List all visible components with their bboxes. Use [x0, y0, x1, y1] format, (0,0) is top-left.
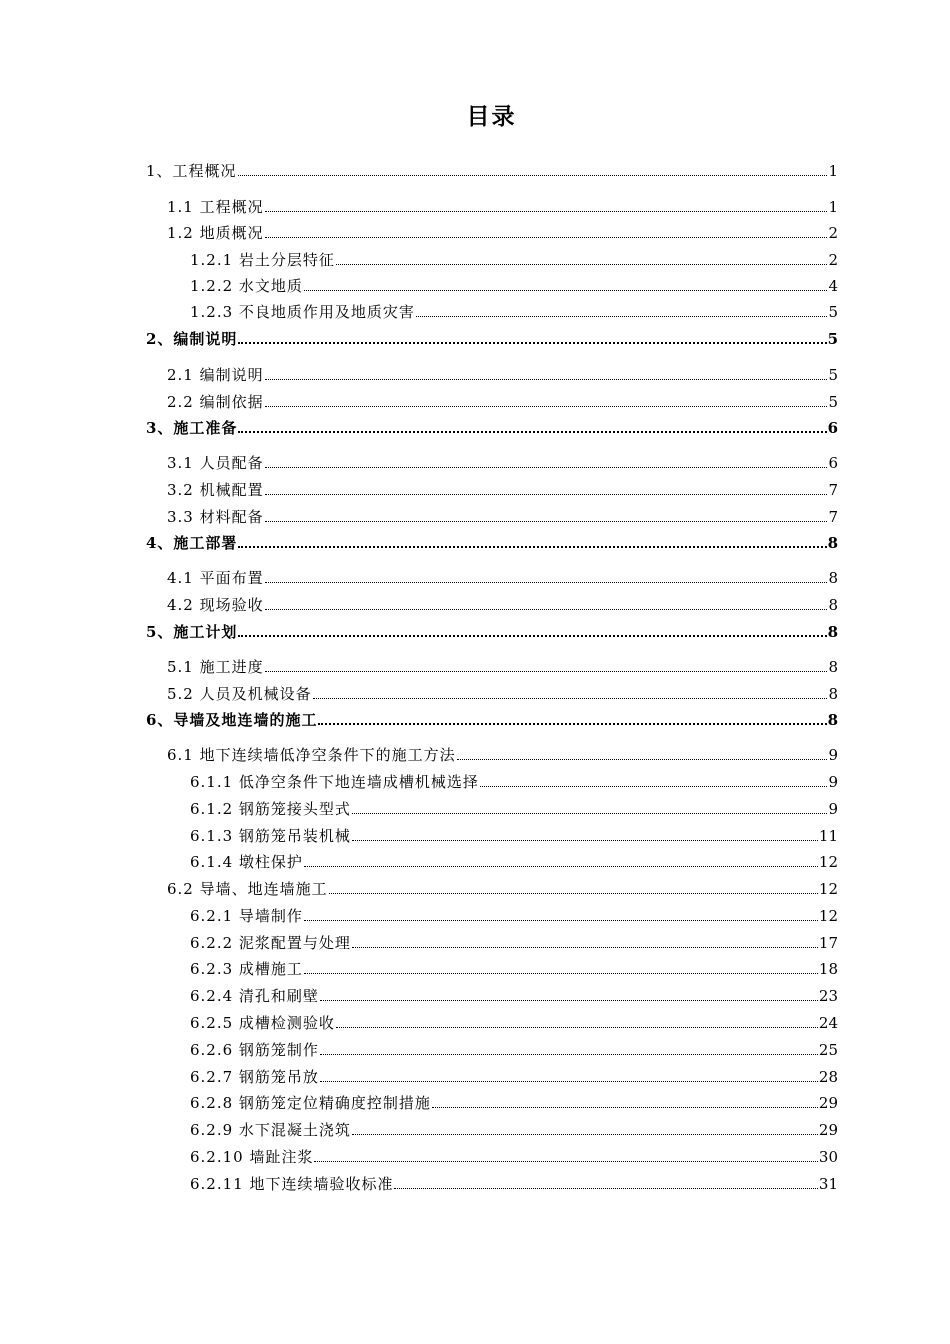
toc-entry-label: 1.1 工程概况 — [167, 198, 264, 216]
dot-leader — [318, 722, 826, 725]
toc-entry-page: 5 — [828, 303, 838, 321]
toc-entry-page: 8 — [827, 711, 838, 729]
dot-leader — [352, 812, 828, 814]
toc-entry-label: 4.1 平面布置 — [167, 569, 264, 587]
dot-leader — [265, 520, 828, 522]
toc-entry-label: 5.2 人员及机械设备 — [167, 685, 312, 703]
toc-entry-page: 6 — [827, 419, 838, 437]
dot-leader — [265, 493, 828, 495]
toc-entry-label: 6.2.5 成槽检测验收 — [190, 1014, 335, 1032]
toc-entry-6-2-9[interactable] — [190, 1117, 838, 1139]
toc-entry-page: 8 — [828, 569, 838, 587]
toc-entry-6-2-1[interactable] — [190, 903, 838, 925]
toc-entry-page: 6 — [828, 454, 838, 472]
toc-entry-page: 9 — [828, 800, 838, 818]
toc-entry-label: 6.2.10 墙趾注浆 — [190, 1148, 314, 1166]
dot-leader — [320, 1053, 818, 1055]
toc-entry-label: 6.1 地下连续墙低净空条件下的施工方法 — [167, 746, 456, 764]
toc-entry-page: 7 — [828, 481, 838, 499]
toc-entry-3-3[interactable] — [167, 504, 838, 526]
toc-entry-4[interactable] — [146, 530, 838, 552]
toc-entry-label: 5、施工计划 — [146, 623, 238, 641]
toc-entry-page: 2 — [828, 224, 838, 242]
toc-entry-6-2-5[interactable] — [190, 1010, 838, 1032]
toc-entry-page: 1 — [828, 162, 838, 180]
toc-entry-6-2-11[interactable] — [190, 1171, 838, 1193]
toc-entry-label: 4.2 现场验收 — [167, 596, 264, 614]
toc-entry-page: 8 — [828, 658, 838, 676]
toc-entry-page: 7 — [828, 508, 838, 526]
dot-leader — [352, 839, 818, 841]
toc-entry-label: 1.2 地质概况 — [167, 224, 264, 242]
toc-entry-1-2-3[interactable] — [190, 299, 838, 321]
toc-entry-2-1[interactable] — [167, 362, 838, 384]
toc-entry-label: 6、导墙及地连墙的施工 — [146, 711, 318, 729]
toc-entry-label: 2、编制说明 — [146, 330, 238, 348]
toc-entry-3[interactable] — [146, 415, 838, 437]
toc-entry-5-1[interactable] — [167, 654, 838, 676]
dot-leader — [352, 946, 818, 948]
dot-leader — [329, 892, 818, 894]
toc-entry-label: 6.2.2 泥浆配置与处理 — [190, 934, 351, 952]
toc-entry-page: 8 — [828, 596, 838, 614]
toc-entry-label: 6.1.4 墩柱保护 — [190, 853, 303, 871]
toc-entry-label: 6.2.6 钢筋笼制作 — [190, 1041, 319, 1059]
toc-entry-label: 6.2.4 清孔和刷壁 — [190, 987, 319, 1005]
dot-leader — [265, 608, 828, 610]
dot-leader — [265, 210, 828, 212]
toc-entry-label: 3、施工准备 — [146, 419, 238, 437]
toc-entry-label: 6.2.9 水下混凝土浇筑 — [190, 1121, 351, 1139]
toc-entry-page: 4 — [828, 277, 838, 295]
toc-entry-2[interactable] — [146, 326, 838, 348]
dot-leader — [457, 758, 828, 760]
toc-entry-page: 12 — [818, 907, 838, 925]
toc-entry-page: 31 — [818, 1175, 838, 1193]
toc-entry-page: 8 — [828, 685, 838, 703]
page-title: 目录 — [466, 103, 517, 130]
dot-leader — [238, 430, 826, 433]
toc-entry-1-2-1[interactable] — [190, 247, 838, 269]
dot-leader — [238, 341, 826, 344]
toc-entry-label: 4、施工部署 — [146, 534, 238, 552]
dot-leader — [432, 1106, 818, 1108]
dot-leader — [265, 466, 828, 468]
toc-entry-6-2-6[interactable] — [190, 1037, 838, 1059]
toc-entry-6-2-8[interactable] — [190, 1090, 838, 1112]
toc-entry-4-1[interactable] — [167, 565, 838, 587]
toc-entry-6-1-4[interactable] — [190, 849, 838, 871]
toc-entry-1-2[interactable] — [167, 220, 838, 242]
dot-leader — [238, 545, 826, 548]
dot-leader — [314, 1160, 817, 1162]
toc-entry-5[interactable] — [146, 619, 838, 641]
toc-entry-5-2[interactable] — [167, 681, 838, 703]
toc-entry-page: 24 — [818, 1014, 838, 1032]
dot-leader — [265, 581, 828, 583]
toc-entry-label: 6.1.1 低净空条件下地连墙成槽机械选择 — [190, 773, 479, 791]
dot-leader — [265, 670, 828, 672]
toc-entry-6-2-3[interactable] — [190, 956, 838, 978]
dot-leader — [304, 972, 818, 974]
toc-entry-3-1[interactable] — [167, 450, 838, 472]
toc-entry-page: 12 — [818, 880, 838, 898]
toc-entry-1[interactable] — [146, 158, 838, 180]
toc-entry-6-1-1[interactable] — [190, 769, 838, 791]
toc-entry-label: 3.2 机械配置 — [167, 481, 264, 499]
toc-entry-1-2-2[interactable] — [190, 273, 838, 295]
toc-entry-6-2-4[interactable] — [190, 983, 838, 1005]
toc-entry-6-2-10[interactable] — [190, 1144, 838, 1166]
toc-entry-page: 1 — [828, 198, 838, 216]
toc-entry-page: 5 — [828, 393, 838, 411]
dot-leader — [238, 634, 826, 637]
toc-entry-page: 9 — [828, 773, 838, 791]
toc-entry-6[interactable] — [146, 707, 838, 729]
toc-entry-label: 5.1 施工进度 — [167, 658, 264, 676]
dot-leader — [265, 236, 828, 238]
dot-leader — [304, 919, 818, 921]
toc-entry-3-2[interactable] — [167, 477, 838, 499]
dot-leader — [394, 1187, 817, 1189]
toc-entry-label: 6.2.11 地下连续墙验收标准 — [190, 1175, 394, 1193]
toc-entry-page: 23 — [818, 987, 838, 1005]
toc-entry-page: 25 — [818, 1041, 838, 1059]
toc-entry-page: 17 — [818, 934, 838, 952]
toc-entry-page: 9 — [828, 746, 838, 764]
dot-leader — [320, 999, 818, 1001]
toc-entry-page: 8 — [827, 623, 838, 641]
toc-entry-4-2[interactable] — [167, 592, 838, 614]
toc-entry-page: 5 — [827, 330, 838, 348]
toc-entry-label: 6.2.1 导墙制作 — [190, 907, 303, 925]
dot-leader — [265, 405, 828, 407]
toc-entry-page: 12 — [818, 853, 838, 871]
toc-entry-label: 2.1 编制说明 — [167, 366, 264, 384]
toc-entry-label: 3.3 材料配备 — [167, 508, 264, 526]
toc-entry-page: 29 — [818, 1094, 838, 1112]
dot-leader — [320, 1080, 818, 1082]
dot-leader — [416, 315, 828, 317]
toc-entry-label: 6.1.3 钢筋笼吊装机械 — [190, 827, 351, 845]
dot-leader — [352, 1133, 818, 1135]
dot-leader — [304, 289, 828, 291]
toc-entry-page: 18 — [818, 960, 838, 978]
toc-entry-page: 2 — [828, 251, 838, 269]
toc-entry-6-2[interactable] — [167, 876, 838, 898]
toc-entry-page: 11 — [818, 827, 838, 845]
toc-entry-label: 1.2.1 岩土分层特征 — [190, 251, 335, 269]
toc-entry-page: 28 — [818, 1068, 838, 1086]
dot-leader — [336, 1026, 818, 1028]
dot-leader — [313, 697, 828, 699]
toc-entry-page: 5 — [828, 366, 838, 384]
toc-entry-2-2[interactable] — [167, 389, 838, 411]
dot-leader — [480, 785, 828, 787]
toc-entry-page: 30 — [818, 1148, 838, 1166]
toc-entry-label: 6.2.3 成槽施工 — [190, 960, 303, 978]
dot-leader — [238, 174, 828, 176]
toc-entry-1-1[interactable] — [167, 194, 838, 216]
toc-entry-label: 3.1 人员配备 — [167, 454, 264, 472]
toc-entry-page: 29 — [818, 1121, 838, 1139]
toc-entry-label: 6.2.8 钢筋笼定位精确度控制措施 — [190, 1094, 431, 1112]
dot-leader — [304, 865, 818, 867]
toc-entry-6-1-3[interactable] — [190, 823, 838, 845]
toc-entry-label: 1.2.2 水文地质 — [190, 277, 303, 295]
toc-entry-6-1-2[interactable] — [190, 796, 838, 818]
toc-entry-label: 1.2.3 不良地质作用及地质灾害 — [190, 303, 415, 321]
toc-entry-label: 1、工程概况 — [146, 162, 237, 180]
toc-entry-label: 6.2.7 钢筋笼吊放 — [190, 1068, 319, 1086]
toc-entry-6-2-2[interactable] — [190, 930, 838, 952]
toc-entry-label: 2.2 编制依据 — [167, 393, 264, 411]
toc-entry-6-2-7[interactable] — [190, 1064, 838, 1086]
dot-leader — [265, 378, 828, 380]
toc-entry-label: 6.1.2 钢筋笼接头型式 — [190, 800, 351, 818]
toc-entry-label: 6.2 导墙、地连墙施工 — [167, 880, 328, 898]
toc-entry-6-1[interactable] — [167, 742, 838, 764]
toc-entry-page: 8 — [827, 534, 838, 552]
dot-leader — [336, 263, 828, 265]
